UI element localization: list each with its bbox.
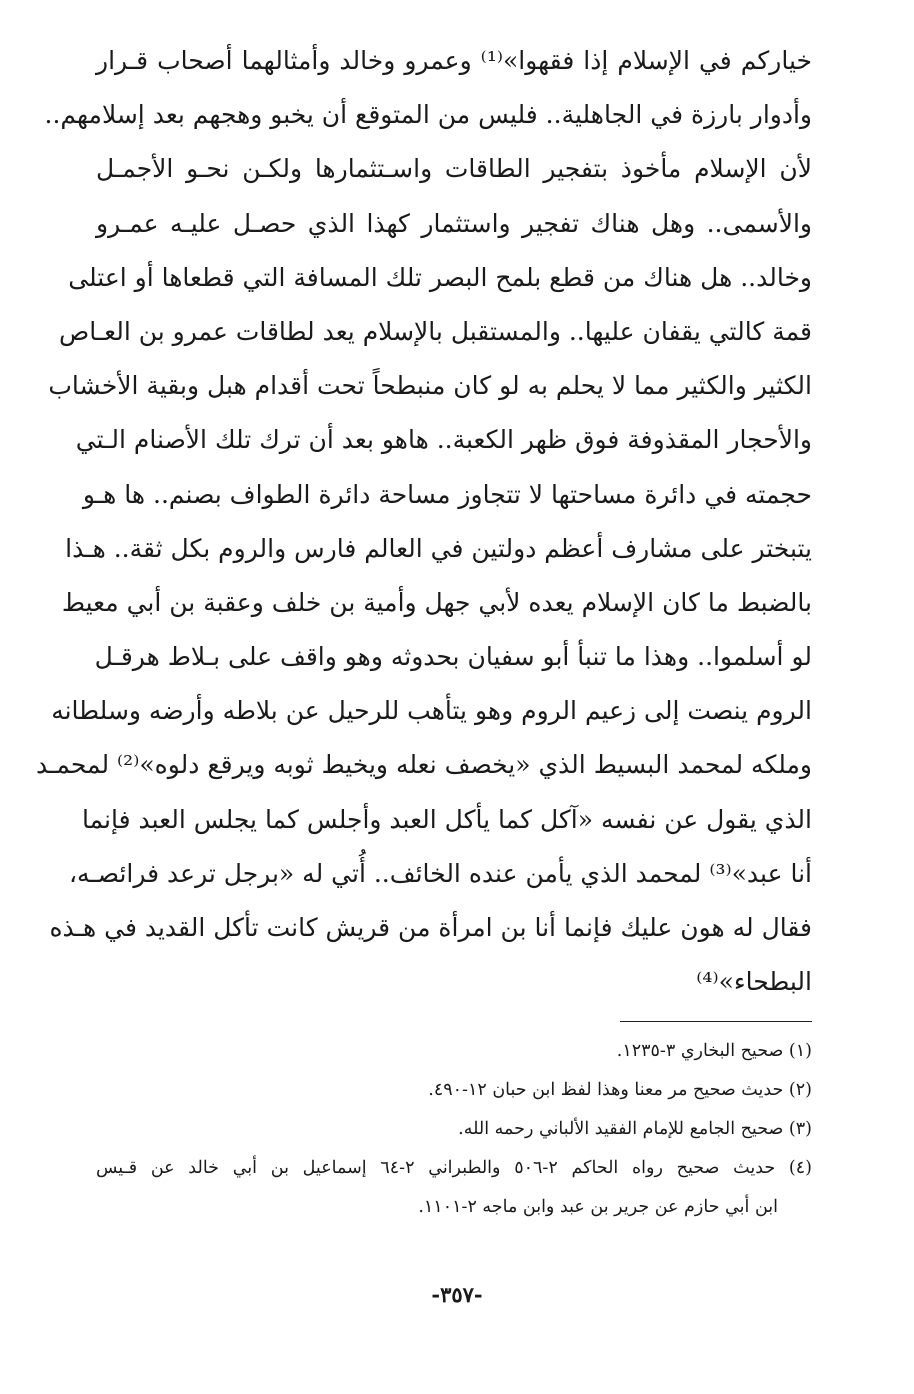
text-line: أنا عبد»⁽³⁾ لمحمد الذي يأمن عنده الخائف.. أُتي له «برجل ترعد فرائصـه، xyxy=(68,858,812,888)
text-line: فقال له هون عليك فإنما أنا بن امرأة من قريش كانت تأكل القديد في هـذه xyxy=(49,913,812,942)
text-line: حجمته في دائرة مساحتها لا تتجاوز مساحة دائرة الطواف بصنم.. ها هـو xyxy=(82,479,812,509)
text-line-last: البطحاء»⁽⁴⁾ xyxy=(696,967,812,997)
footnote-2: (٢) حديث صحيح مر معنا وهذا لفظ ابن حبان ١٢-٤٩٠. xyxy=(428,1080,812,1100)
text-line: بالضبط ما كان الإسلام يعده لأبي جهل وأمية بن خلف وعقبة بن أبي معيط xyxy=(61,587,812,617)
footnote-4: (٤) حديث صحيح رواه الحاكم ٢-٥٠٦ والطبراني ٢-٦٤ إسماعيل بن أبي خالد عن قـيس xyxy=(96,1158,812,1178)
footnote-4-continuation: ابن أبي حازم عن جرير بن عبد وابن ماجه ٢-١١٠١. xyxy=(418,1197,778,1217)
text-line: والأسمى.. وهل هناك تفجير واستثمار كهذا الذي حصـل عليـه عمـرو xyxy=(96,208,812,238)
text-line: الذي يقول عن نفسه «آكل كما يأكل العبد وأجلس كما يجلس العبد فإنما xyxy=(81,804,812,834)
page-number: -٣٥٧- xyxy=(431,1282,483,1307)
footnotes-block xyxy=(96,1032,812,1227)
text-line: لو أسلموا.. وهذا ما تنبأ أبو سفيان بحدوثه وهو واقف على بـلاط هرقـل xyxy=(94,642,812,672)
footnote-separator xyxy=(620,1021,812,1022)
footnote-3: (٣) صحيح الجامع للإمام الفقيد الألباني رحمه الله. xyxy=(458,1119,812,1139)
footnote-1: (١) صحيح البخاري ٣-١٢٣٥. xyxy=(616,1041,812,1061)
text-line: وأدوار بارزة في الجاهلية.. فليس من المتوقع أن يخبو وهجهم بعد إسلامهم.. xyxy=(44,100,812,130)
text-line: خياركم في الإسلام إذا فقهوا»⁽¹⁾ وعمرو وخالد وأمثالهما أصحاب قـرار xyxy=(96,46,812,75)
text-line: والأحجار المقذوفة فوق ظهر الكعبة.. هاهو بعد أن ترك تلك الأصنام الـتي xyxy=(75,425,812,455)
text-line: وخالد.. هل هناك من قطع بلمح البصر تلك المسافة التي قطعاها أو اعتلى xyxy=(68,262,812,292)
text-line: يتبختر على مشارف أعظم دولتين في العالم فارس والروم بكل ثقة.. هـذا xyxy=(65,533,812,563)
text-line: الروم ينصت إلى زعيم الروم وهو يتأهب للرحيل عن بلاطه وأرضه وسلطانه xyxy=(51,696,812,726)
main-text-block xyxy=(35,34,812,1009)
text-line: الكثير والكثير مما لا يحلم به لو كان منبطحاً تحت أقدام هبل وبقية الأخشاب xyxy=(48,371,812,401)
text-line: لأن الإسلام مأخوذ بتفجير الطاقات واسـتثمارها ولكـن نحـو الأجمـل xyxy=(96,154,812,184)
text-line: قمة كالتي يقفان عليها.. والمستقبل بالإسلام يعد لطاقات عمرو بن العـاص xyxy=(58,316,812,346)
text-line: وملكه لمحمد البسيط الذي «يخصف نعله ويخيط ثوبه ويرقع دلوه»⁽²⁾ لمحمـد xyxy=(35,750,812,780)
